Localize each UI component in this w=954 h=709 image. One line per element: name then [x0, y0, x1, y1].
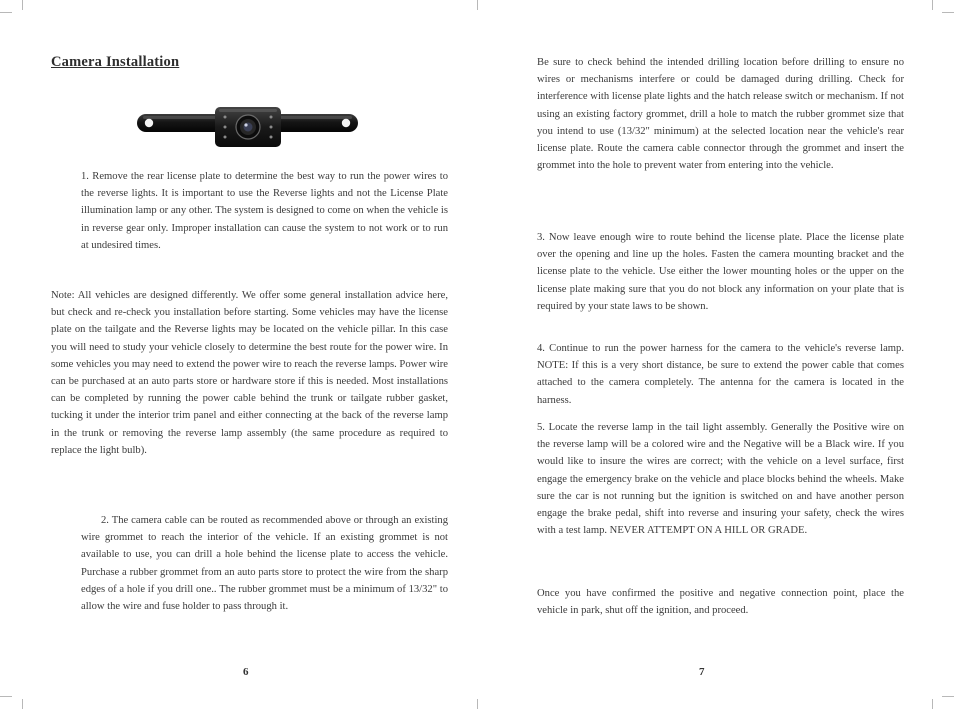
license-plate-camera-image: [135, 97, 360, 149]
closing-text: Once you have confirmed the positive and negative connection point, place the vehicle in park, shut off the ignition, and proceed.: [537, 588, 904, 617]
page-number: 7: [699, 666, 705, 678]
drill-check-text: Be sure to check behind the intended drilling location before drilling to ensure no wires or mechanisms interfere or could be damaged during drilling. Check for interference with license plate lights and the hatch release switch or mechanism. If not using an existing factory grommet, drill a hole to match the rubber grommet size that you intend to use (13/32" minimum) at the selected location near the vehicle's rear license plate. Route the camera cable connector through the grommet and insert the grommet into the hole to prevent water from entering into the vehicle.: [537, 57, 904, 172]
crop-mark: [477, 0, 478, 10]
crop-mark: [942, 696, 954, 697]
crop-mark: [0, 696, 12, 697]
page-number: 6: [243, 666, 249, 678]
step-4-text: 4. Continue to run the power harness for the camera to the vehicle's reverse lamp. NOTE: If this is a very short distance, be sure to extend the power cable that comes attached to the camera completely. The antenna for the camera is located in the harness.: [537, 343, 904, 406]
step-3-text: 3. Now leave enough wire to route behind the license plate. Place the license plate over the opening and line up the holes. Fasten the camera mounting bracket and the license plate to the vehicle. Use either the lower mounting holes or the upper on the license plate making sure that you do not block any information on your plate that is required by your state laws to be shown.: [537, 232, 904, 312]
note-text: Note: All vehicles are designed differently. We offer some general installation advice here, but check and re-check you installation before starting. Some vehicles may have the license plate on the tailgate and the Reverse lights may be located on the vehicle pillar. In this case you will need to study your vehicle closely to determine the best route for the power wire. In some vehicles you may need to extend the power wire to reach the reverse lamps. Power wire can be purchased at an auto parts store or hardware store if this is needed. Most installations can be completed by running the power cable behind the trunk or tailgate rubber gasket, tucking it under the interior trim panel and either connecting at the back of the reverse lamp in the trunk or removing the reverse lamp assembly (the same procedure as required to replace the light bulb).: [51, 290, 448, 456]
crop-mark: [22, 699, 23, 709]
crop-mark: [932, 0, 933, 10]
crop-mark: [942, 12, 954, 13]
step-2-text: 2. The camera cable can be routed as recommended above or through an existing wire grommet to reach the interior of the vehicle. If an existing grommet is not available to use, you can drill a hole behind the license plate to access the vehicle. Purchase a rubber grommet from an auto parts store to protect the wire from the sharp edges of a hole if you drill one.. The rubber grommet must be a minimum of 13/32" to allow the wire and fuse holder to pass through it.: [81, 515, 448, 613]
crop-mark: [477, 699, 478, 709]
page-title: Camera Installation: [51, 54, 180, 70]
step-1-text: 1. Remove the rear license plate to determine the best way to run the power wires to the reverse lights. It is important to use the Reverse lights and not the License Plate illumination lamp or any other. The system is designed to come on when the vehicle is in reverse gear only. Improper installation can cause the system to not work or to run at undesired times.: [81, 171, 448, 251]
crop-mark: [22, 0, 23, 10]
right-page: [477, 12, 932, 696]
step-5-text: 5. Locate the reverse lamp in the tail light assembly. Generally the Positive wire on the reverse lamp will be a colored wire and the Negative will be a Black wire. If you would like to insure the wires are correct; with the vehicle on a level surface, first engage the emergency brake on the vehicle and place blocks behind the wheels. Make sure the car is not running but the ignition is switched on and have another person engage the brake pedal, shift into reverse and insuring your safety, check the wires with a test lamp. NEVER ATTEMPT ON A HILL OR GRADE.: [537, 422, 904, 537]
crop-mark: [0, 12, 12, 13]
left-page: [22, 12, 477, 696]
crop-mark: [932, 699, 933, 709]
